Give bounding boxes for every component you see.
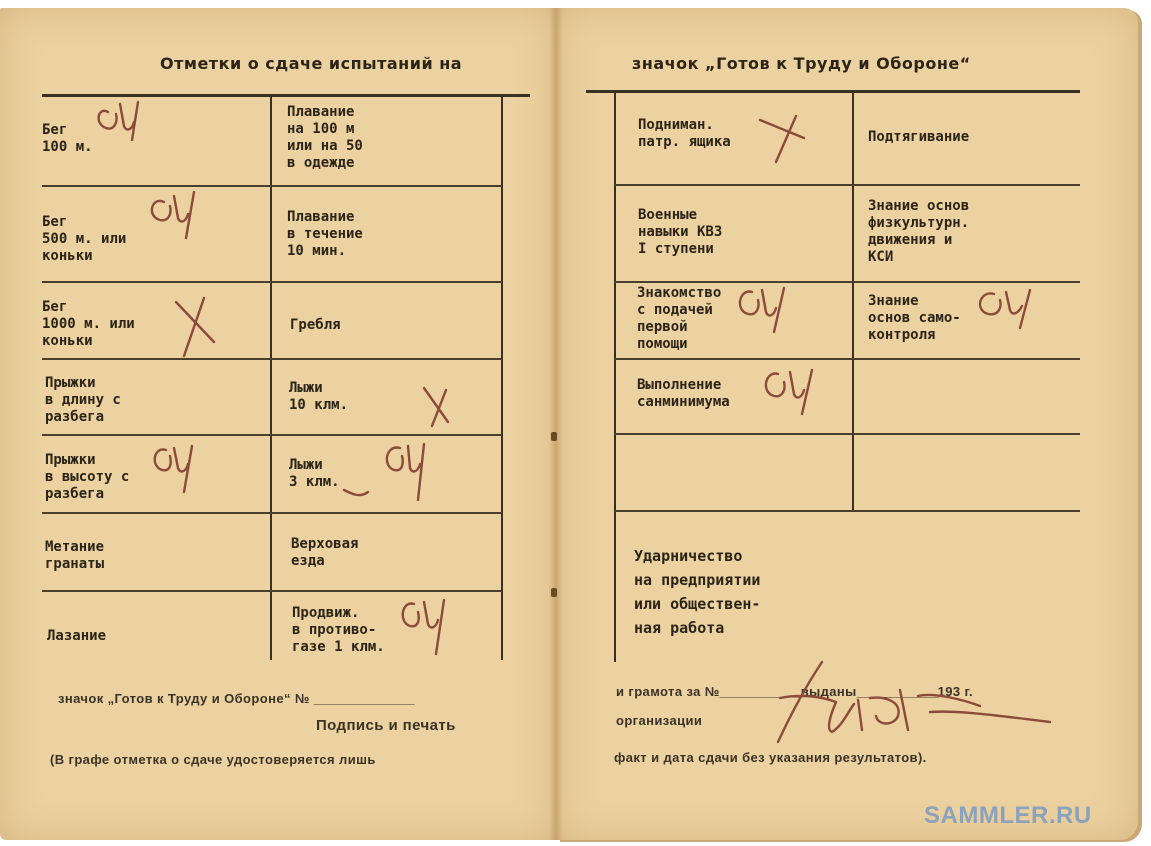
test-cell-rowing: Гребля	[290, 317, 341, 333]
watermark: SAMMLER.RU	[924, 802, 1092, 829]
test-cell-pull-ups: Подтягивание	[868, 129, 970, 145]
row-divider	[42, 185, 502, 187]
test-cell-military-skills: Военные навыки КВЗ I ступени	[638, 207, 723, 257]
test-cell-long-jump: Прыжки в длину с разбега	[45, 375, 121, 425]
table-top-rule	[42, 94, 530, 97]
test-cell-run-500m: Бег 500 м. или коньки	[42, 214, 127, 264]
row-divider	[615, 184, 1080, 186]
row-divider	[615, 433, 1080, 435]
test-cell-sanitary-minimum: Выполнение санминимума	[637, 377, 730, 410]
row-divider	[615, 510, 1080, 512]
staple	[551, 588, 557, 597]
test-cell-gas-mask: Продвиж. в противо- газе 1 клм.	[292, 605, 385, 655]
test-cell-ski-3km: Лыжи 3 клм.	[289, 457, 340, 490]
certificate-line: и грамота за №_____________выданы_____________193 г.	[616, 684, 974, 699]
test-cell-physical-culture-knowledge: Знание основ физкультурн. движения и КСИ	[868, 198, 970, 265]
shock-work-cell: Ударничество на предприятии или обществен- ная работа	[634, 547, 761, 637]
column-divider	[852, 92, 854, 510]
row-divider	[42, 281, 502, 283]
test-cell-run-100m: Бег 100 м.	[42, 122, 93, 155]
test-cell-horse-riding: Верховая езда	[291, 536, 359, 569]
test-cell-climbing: Лазание	[47, 628, 107, 644]
staple	[551, 432, 557, 441]
test-cell-first-aid: Знакомство с подачей первой помощи	[637, 285, 722, 352]
left-page-heading: Отметки о сдаче испытаний на	[160, 54, 463, 73]
test-cell-run-1000m: Бег 1000 м. или коньки	[42, 299, 135, 349]
signature-and-seal-label: Подпись и печать	[316, 717, 456, 734]
test-cell-high-jump: Прыжки в высоту с разбега	[45, 452, 130, 502]
test-cell-swim-100m: Плавание на 100 м или на 50 в одежде	[287, 104, 363, 171]
test-cell-self-control: Знание основ само- контроля	[868, 293, 961, 343]
test-cell-box-lift: Подниман. патр. ящика	[638, 117, 731, 150]
test-cell-ski-10km: Лыжи 10 клм.	[289, 380, 349, 413]
row-divider	[42, 434, 502, 436]
table-right-border	[501, 96, 503, 660]
row-divider	[615, 281, 1080, 283]
table-left-border	[614, 92, 616, 662]
row-divider	[42, 358, 502, 360]
row-divider	[615, 358, 1080, 360]
column-divider	[270, 96, 272, 660]
test-cell-swim-10min: Плавание в течение 10 мин.	[287, 209, 363, 259]
footnote-left: (В графе отметка о сдаче удостоверяется лишь	[50, 752, 376, 767]
row-divider	[42, 512, 502, 514]
footnote-right: факт и дата сдачи без указания результатов).	[614, 750, 927, 765]
organization-label: организации	[616, 713, 703, 728]
test-cell-grenade: Метание гранаты	[45, 539, 105, 572]
table-top-rule	[586, 90, 1080, 93]
row-divider	[42, 590, 502, 592]
badge-number-line: значок „Готов к Труду и Обороне“ № ________________	[58, 691, 414, 706]
right-page-heading: значок „Готов к Труду и Обороне“	[632, 54, 971, 73]
booklet-spine	[549, 8, 563, 840]
